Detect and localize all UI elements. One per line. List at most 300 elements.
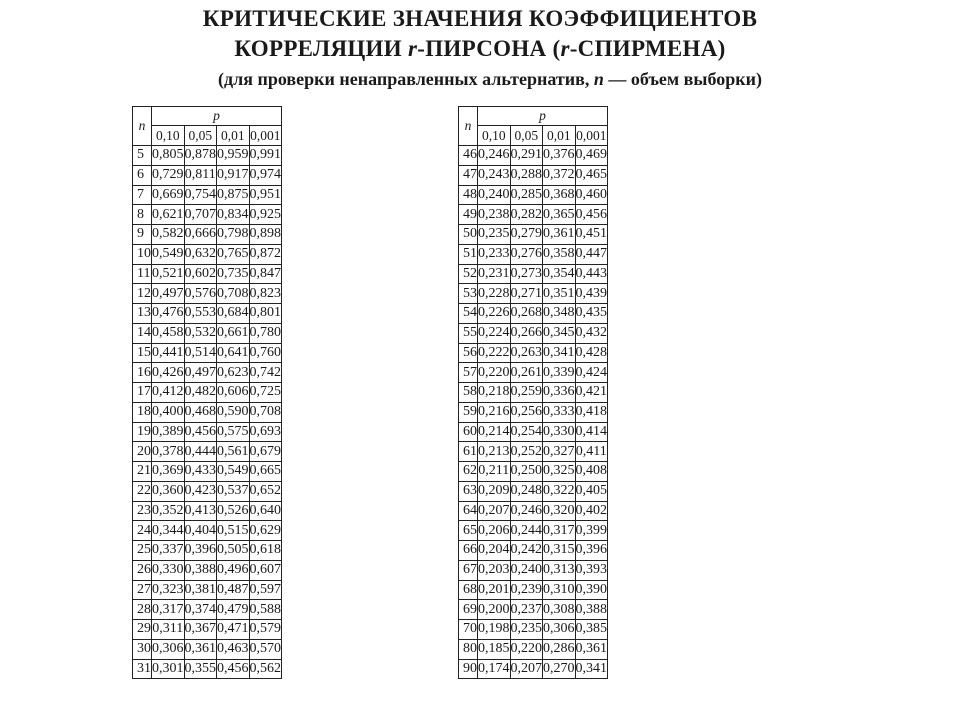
left-n-cell: 16 (133, 363, 152, 383)
right-value-cell: 0,244 (510, 521, 543, 541)
left-value-cell: 0,553 (184, 304, 217, 324)
right-n-cell: 66 (459, 541, 478, 561)
right-n-cell: 47 (459, 165, 478, 185)
table-row (133, 343, 282, 363)
right-value-cell: 0,435 (575, 304, 608, 324)
right-header-row-2 (459, 126, 608, 146)
table-row (133, 462, 282, 482)
left-p-level-2: 0,01 (217, 126, 250, 146)
table-row (459, 146, 608, 166)
left-value-cell: 0,606 (217, 383, 250, 403)
left-p-header: p (152, 107, 282, 126)
right-value-cell: 0,388 (575, 600, 608, 620)
table-row (133, 264, 282, 284)
left-p-level-0: 0,10 (152, 126, 185, 146)
left-value-cell: 0,549 (152, 244, 185, 264)
left-header-row-2 (133, 126, 282, 146)
right-n-cell: 52 (459, 264, 478, 284)
left-value-cell: 0,951 (249, 185, 282, 205)
right-value-cell: 0,235 (510, 620, 543, 640)
left-value-cell: 0,765 (217, 244, 250, 264)
left-n-cell: 11 (133, 264, 152, 284)
right-value-cell: 0,368 (543, 185, 576, 205)
left-n-cell: 18 (133, 402, 152, 422)
left-n-cell: 9 (133, 225, 152, 245)
left-value-cell: 0,823 (249, 284, 282, 304)
right-value-cell: 0,276 (510, 244, 543, 264)
left-value-cell: 0,607 (249, 560, 282, 580)
right-value-cell: 0,313 (543, 560, 576, 580)
right-p-level-0: 0,10 (478, 126, 511, 146)
table-row (133, 580, 282, 600)
right-value-cell: 0,252 (510, 442, 543, 462)
table-row (133, 600, 282, 620)
right-value-cell: 0,198 (478, 620, 511, 640)
right-value-cell: 0,246 (478, 146, 511, 166)
left-value-cell: 0,355 (184, 659, 217, 679)
right-value-cell: 0,456 (575, 205, 608, 225)
left-n-cell: 22 (133, 481, 152, 501)
right-value-cell: 0,209 (478, 481, 511, 501)
left-value-cell: 0,917 (217, 165, 250, 185)
right-value-cell: 0,365 (543, 205, 576, 225)
right-value-cell: 0,238 (478, 205, 511, 225)
table-row (459, 205, 608, 225)
left-value-cell: 0,725 (249, 383, 282, 403)
right-value-cell: 0,220 (510, 639, 543, 659)
right-n-cell: 62 (459, 462, 478, 482)
left-value-cell: 0,735 (217, 264, 250, 284)
title-line-2-part-b: -ПИРСОНА ( (417, 36, 561, 61)
right-value-cell: 0,237 (510, 600, 543, 620)
left-value-cell: 0,367 (184, 620, 217, 640)
left-n-cell: 19 (133, 422, 152, 442)
right-value-cell: 0,286 (543, 639, 576, 659)
table-row (459, 659, 608, 679)
left-value-cell: 0,991 (249, 146, 282, 166)
left-value-cell: 0,479 (217, 600, 250, 620)
table-row (459, 304, 608, 324)
right-n-cell: 58 (459, 383, 478, 403)
left-value-cell: 0,684 (217, 304, 250, 324)
right-value-cell: 0,224 (478, 323, 511, 343)
left-n-cell: 17 (133, 383, 152, 403)
title-r-symbol-2: r (560, 36, 570, 61)
table-row (133, 501, 282, 521)
right-value-cell: 0,233 (478, 244, 511, 264)
right-p-level-1: 0,05 (510, 126, 543, 146)
left-value-cell: 0,641 (217, 343, 250, 363)
right-value-cell: 0,320 (543, 501, 576, 521)
right-value-cell: 0,414 (575, 422, 608, 442)
left-value-cell: 0,847 (249, 264, 282, 284)
left-value-cell: 0,369 (152, 462, 185, 482)
right-value-cell: 0,228 (478, 284, 511, 304)
right-value-cell: 0,447 (575, 244, 608, 264)
right-value-cell: 0,348 (543, 304, 576, 324)
right-value-cell: 0,240 (510, 560, 543, 580)
table-row (133, 323, 282, 343)
left-value-cell: 0,404 (184, 521, 217, 541)
left-header-row-1 (133, 107, 282, 126)
table-row (133, 422, 282, 442)
right-value-cell: 0,351 (543, 284, 576, 304)
left-value-cell: 0,665 (249, 462, 282, 482)
right-n-cell: 69 (459, 600, 478, 620)
right-value-cell: 0,213 (478, 442, 511, 462)
left-value-cell: 0,754 (184, 185, 217, 205)
right-value-cell: 0,339 (543, 363, 576, 383)
right-value-cell: 0,341 (575, 659, 608, 679)
table-row (133, 560, 282, 580)
right-n-cell: 80 (459, 639, 478, 659)
left-value-cell: 0,306 (152, 639, 185, 659)
table-row (459, 185, 608, 205)
left-value-cell: 0,811 (184, 165, 217, 185)
left-value-cell: 0,621 (152, 205, 185, 225)
right-value-cell: 0,408 (575, 462, 608, 482)
table-row (459, 284, 608, 304)
right-value-cell: 0,308 (543, 600, 576, 620)
left-value-cell: 0,497 (152, 284, 185, 304)
right-value-cell: 0,306 (543, 620, 576, 640)
right-value-cell: 0,222 (478, 343, 511, 363)
left-n-cell: 25 (133, 541, 152, 561)
right-value-cell: 0,270 (543, 659, 576, 679)
table-row (459, 225, 608, 245)
left-value-cell: 0,632 (184, 244, 217, 264)
left-value-cell: 0,458 (152, 323, 185, 343)
title-block (0, 4, 960, 92)
table-row (459, 481, 608, 501)
left-n-cell: 20 (133, 442, 152, 462)
left-value-cell: 0,360 (152, 481, 185, 501)
table-row (459, 323, 608, 343)
right-n-header: n (459, 107, 478, 146)
left-n-header: n (133, 107, 152, 146)
left-value-cell: 0,496 (217, 560, 250, 580)
left-value-cell: 0,760 (249, 343, 282, 363)
left-value-cell: 0,337 (152, 541, 185, 561)
right-value-cell: 0,250 (510, 462, 543, 482)
table-row (459, 639, 608, 659)
title-line-2-part-a: КОРРЕЛЯЦИИ (234, 36, 408, 61)
right-value-cell: 0,315 (543, 541, 576, 561)
left-value-cell: 0,549 (217, 462, 250, 482)
left-value-cell: 0,925 (249, 205, 282, 225)
left-value-cell: 0,576 (184, 284, 217, 304)
right-value-cell: 0,424 (575, 363, 608, 383)
left-n-cell: 6 (133, 165, 152, 185)
left-n-cell: 8 (133, 205, 152, 225)
right-value-cell: 0,273 (510, 264, 543, 284)
right-n-cell: 51 (459, 244, 478, 264)
table-row (133, 165, 282, 185)
right-value-cell: 0,243 (478, 165, 511, 185)
left-n-cell: 29 (133, 620, 152, 640)
right-value-cell: 0,376 (543, 146, 576, 166)
left-value-cell: 0,388 (184, 560, 217, 580)
right-value-cell: 0,248 (510, 481, 543, 501)
right-n-cell: 48 (459, 185, 478, 205)
subtitle-n-symbol: n (593, 69, 604, 89)
table-row (459, 422, 608, 442)
right-n-cell: 57 (459, 363, 478, 383)
left-value-cell: 0,898 (249, 225, 282, 245)
right-value-cell: 0,354 (543, 264, 576, 284)
table-row (133, 541, 282, 561)
left-n-cell: 26 (133, 560, 152, 580)
right-value-cell: 0,246 (510, 501, 543, 521)
right-value-cell: 0,345 (543, 323, 576, 343)
right-value-cell: 0,411 (575, 442, 608, 462)
right-value-cell: 0,310 (543, 580, 576, 600)
right-value-cell: 0,271 (510, 284, 543, 304)
right-value-cell: 0,207 (510, 659, 543, 679)
right-value-cell: 0,405 (575, 481, 608, 501)
table-row (133, 481, 282, 501)
right-value-cell: 0,185 (478, 639, 511, 659)
left-value-cell: 0,412 (152, 383, 185, 403)
right-value-cell: 0,288 (510, 165, 543, 185)
left-n-cell: 21 (133, 462, 152, 482)
right-n-cell: 59 (459, 402, 478, 422)
table-row (133, 185, 282, 205)
right-value-cell: 0,200 (478, 600, 511, 620)
left-value-cell: 0,742 (249, 363, 282, 383)
table-row (133, 225, 282, 245)
right-n-cell: 53 (459, 284, 478, 304)
table-row (133, 304, 282, 324)
left-value-cell: 0,693 (249, 422, 282, 442)
left-value-cell: 0,456 (217, 659, 250, 679)
right-value-cell: 0,206 (478, 521, 511, 541)
left-value-cell: 0,378 (152, 442, 185, 462)
left-n-cell: 28 (133, 600, 152, 620)
left-n-cell: 7 (133, 185, 152, 205)
table-row (133, 146, 282, 166)
left-n-cell: 15 (133, 343, 152, 363)
right-n-cell: 50 (459, 225, 478, 245)
right-n-cell: 65 (459, 521, 478, 541)
page-title-line-1 (0, 4, 960, 34)
left-value-cell: 0,317 (152, 600, 185, 620)
left-value-cell: 0,441 (152, 343, 185, 363)
left-value-cell: 0,456 (184, 422, 217, 442)
left-value-cell: 0,515 (217, 521, 250, 541)
left-value-cell: 0,444 (184, 442, 217, 462)
right-value-cell: 0,203 (478, 560, 511, 580)
left-value-cell: 0,959 (217, 146, 250, 166)
right-value-cell: 0,216 (478, 402, 511, 422)
table-row (133, 244, 282, 264)
table-row (133, 620, 282, 640)
left-value-cell: 0,514 (184, 343, 217, 363)
left-value-cell: 0,562 (249, 659, 282, 679)
left-value-cell: 0,872 (249, 244, 282, 264)
right-n-cell: 55 (459, 323, 478, 343)
left-value-cell: 0,361 (184, 639, 217, 659)
left-value-cell: 0,389 (152, 422, 185, 442)
table-row (459, 462, 608, 482)
right-n-cell: 63 (459, 481, 478, 501)
table-row (459, 560, 608, 580)
table-row (459, 264, 608, 284)
right-value-cell: 0,390 (575, 580, 608, 600)
table-row (133, 284, 282, 304)
left-value-cell: 0,330 (152, 560, 185, 580)
right-table (458, 106, 608, 679)
left-value-cell: 0,570 (249, 639, 282, 659)
left-value-cell: 0,669 (152, 185, 185, 205)
left-value-cell: 0,413 (184, 501, 217, 521)
right-value-cell: 0,268 (510, 304, 543, 324)
page-subtitle (0, 66, 960, 92)
left-value-cell: 0,526 (217, 501, 250, 521)
left-value-cell: 0,629 (249, 521, 282, 541)
right-value-cell: 0,214 (478, 422, 511, 442)
left-value-cell: 0,575 (217, 422, 250, 442)
right-n-cell: 46 (459, 146, 478, 166)
right-value-cell: 0,451 (575, 225, 608, 245)
left-n-cell: 5 (133, 146, 152, 166)
subtitle-part-a: (для проверки ненаправленных альтернатив, (218, 69, 594, 89)
table-row (459, 541, 608, 561)
right-n-cell: 60 (459, 422, 478, 442)
right-value-cell: 0,432 (575, 323, 608, 343)
right-n-cell: 70 (459, 620, 478, 640)
right-value-cell: 0,285 (510, 185, 543, 205)
right-p-level-3: 0,001 (575, 126, 608, 146)
left-value-cell: 0,579 (249, 620, 282, 640)
left-value-cell: 0,588 (249, 600, 282, 620)
left-value-cell: 0,505 (217, 541, 250, 561)
right-n-cell: 49 (459, 205, 478, 225)
left-n-cell: 24 (133, 521, 152, 541)
table-row (459, 363, 608, 383)
left-value-cell: 0,780 (249, 323, 282, 343)
left-n-cell: 27 (133, 580, 152, 600)
right-value-cell: 0,201 (478, 580, 511, 600)
left-value-cell: 0,708 (249, 402, 282, 422)
table-row (459, 402, 608, 422)
left-value-cell: 0,618 (249, 541, 282, 561)
right-value-cell: 0,239 (510, 580, 543, 600)
right-value-cell: 0,361 (543, 225, 576, 245)
left-value-cell: 0,396 (184, 541, 217, 561)
right-n-cell: 54 (459, 304, 478, 324)
right-value-cell: 0,231 (478, 264, 511, 284)
right-n-cell: 56 (459, 343, 478, 363)
right-n-cell: 90 (459, 659, 478, 679)
left-value-cell: 0,426 (152, 363, 185, 383)
left-value-cell: 0,729 (152, 165, 185, 185)
right-value-cell: 0,465 (575, 165, 608, 185)
left-value-cell: 0,352 (152, 501, 185, 521)
right-n-cell: 61 (459, 442, 478, 462)
table-row (459, 343, 608, 363)
right-value-cell: 0,336 (543, 383, 576, 403)
left-n-cell: 13 (133, 304, 152, 324)
table-row (459, 383, 608, 403)
left-value-cell: 0,875 (217, 185, 250, 205)
table-row (459, 165, 608, 185)
left-value-cell: 0,798 (217, 225, 250, 245)
table-row (133, 363, 282, 383)
left-value-cell: 0,640 (249, 501, 282, 521)
left-value-cell: 0,423 (184, 481, 217, 501)
left-value-cell: 0,590 (217, 402, 250, 422)
table-row (459, 600, 608, 620)
table-row (133, 402, 282, 422)
right-value-cell: 0,443 (575, 264, 608, 284)
subtitle-part-b: — объем выборки) (603, 69, 762, 89)
right-value-cell: 0,469 (575, 146, 608, 166)
left-value-cell: 0,381 (184, 580, 217, 600)
right-n-cell: 64 (459, 501, 478, 521)
right-value-cell: 0,256 (510, 402, 543, 422)
right-value-cell: 0,174 (478, 659, 511, 679)
left-n-cell: 14 (133, 323, 152, 343)
left-value-cell: 0,487 (217, 580, 250, 600)
table-row (459, 580, 608, 600)
table-row (133, 639, 282, 659)
page-title-line-2 (0, 34, 960, 64)
right-value-cell: 0,393 (575, 560, 608, 580)
right-value-cell: 0,279 (510, 225, 543, 245)
right-table-body (459, 146, 608, 679)
left-value-cell: 0,707 (184, 205, 217, 225)
right-header-row-1 (459, 107, 608, 126)
right-n-cell: 67 (459, 560, 478, 580)
right-value-cell: 0,402 (575, 501, 608, 521)
right-value-cell: 0,220 (478, 363, 511, 383)
right-value-cell: 0,218 (478, 383, 511, 403)
left-n-cell: 12 (133, 284, 152, 304)
left-value-cell: 0,602 (184, 264, 217, 284)
right-value-cell: 0,396 (575, 541, 608, 561)
right-value-cell: 0,322 (543, 481, 576, 501)
left-value-cell: 0,476 (152, 304, 185, 324)
left-value-cell: 0,468 (184, 402, 217, 422)
table-row (133, 383, 282, 403)
right-value-cell: 0,235 (478, 225, 511, 245)
left-value-cell: 0,679 (249, 442, 282, 462)
right-value-cell: 0,204 (478, 541, 511, 561)
right-value-cell: 0,361 (575, 639, 608, 659)
title-r-symbol-1: r (408, 36, 418, 61)
left-value-cell: 0,652 (249, 481, 282, 501)
left-value-cell: 0,561 (217, 442, 250, 462)
left-value-cell: 0,532 (184, 323, 217, 343)
right-value-cell: 0,333 (543, 402, 576, 422)
left-value-cell: 0,805 (152, 146, 185, 166)
left-value-cell: 0,463 (217, 639, 250, 659)
table-row (459, 620, 608, 640)
left-value-cell: 0,521 (152, 264, 185, 284)
right-value-cell: 0,226 (478, 304, 511, 324)
left-table-body (133, 146, 282, 679)
right-value-cell: 0,385 (575, 620, 608, 640)
right-value-cell: 0,341 (543, 343, 576, 363)
right-value-cell: 0,266 (510, 323, 543, 343)
right-value-cell: 0,291 (510, 146, 543, 166)
left-value-cell: 0,597 (249, 580, 282, 600)
left-value-cell: 0,471 (217, 620, 250, 640)
right-value-cell: 0,282 (510, 205, 543, 225)
right-value-cell: 0,358 (543, 244, 576, 264)
left-value-cell: 0,311 (152, 620, 185, 640)
